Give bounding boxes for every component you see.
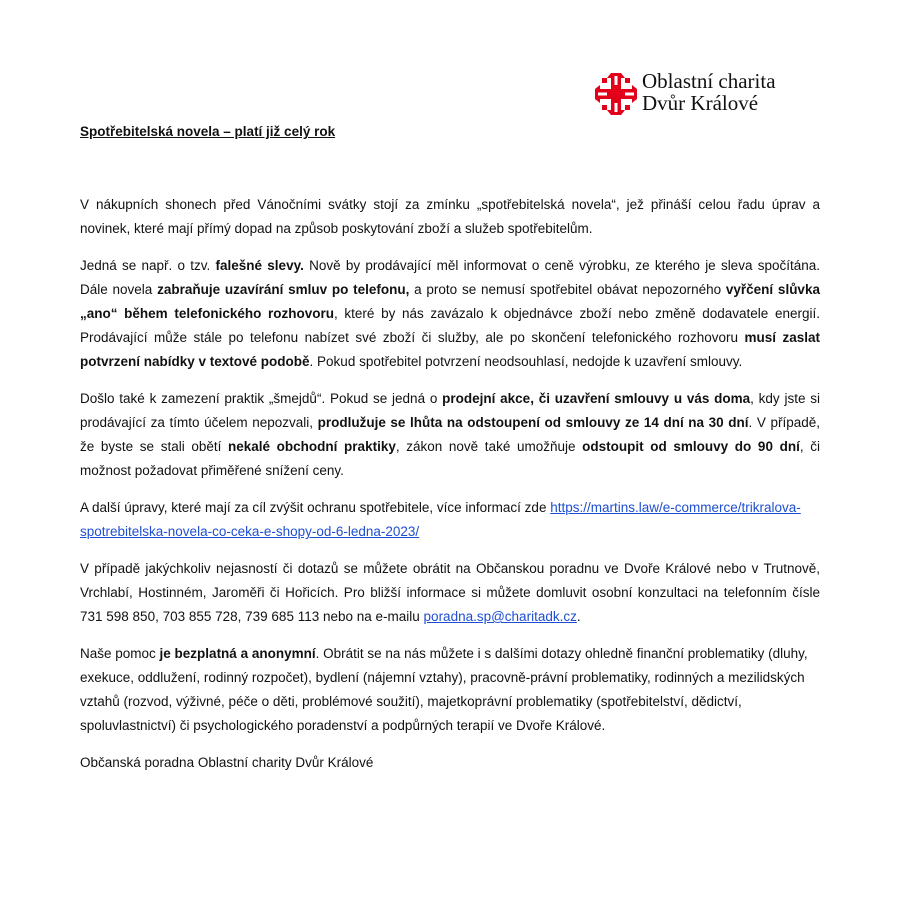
paragraph-fake-discounts [80, 254, 820, 374]
text-run: , či možnost požadovat přiměřené snížení ceny. [80, 439, 820, 478]
logo-text [642, 70, 776, 114]
text-run: . [576, 609, 581, 624]
bold-run: je bezplatná a anonymní [159, 646, 316, 661]
caritas-cross-icon [594, 72, 638, 116]
bold-run: prodejní akce, či uzavření smlouvy u vás doma [442, 391, 751, 406]
text-run: A další úpravy, které mají za cíl zvýšit ochranu spotřebitele, více informací zde [80, 500, 551, 515]
text-run: , zákon nově také umožňuje [395, 439, 583, 454]
article-body [80, 193, 820, 788]
text-run: Došlo také k zamezení praktik „šmejdů“. Pokud se jedná o [80, 391, 443, 406]
text-run: V případě jakýchkoliv nejasností či dotazů se můžete obrátit na Občanskou poradnu ve Dvoře Králové nebo v Trutnově, Vrchlabí, Hostinném, Jaroměři či Hořicích. Pro bližší informace si můžete domluvit osobní konzultaci na telefonním čísle 731 598 850, 703 855 728, 739 685 113 nebo na e-mailu [80, 561, 820, 624]
text-run: Nově by prodávající měl informovat o ceně výrobku, ze kterého je sleva spočítána. Dále novela [80, 258, 820, 297]
paragraph-intro: V nákupních shonech před Vánočními svátky stojí za zmínku „spotřebitelská novela“, jež přináší celou řadu úprav a novinek, které mají přímý dopad na způsob poskytování zboží a služeb spotřebitelům. [80, 197, 820, 236]
text-run: , které by nás zavázalo k objednávce zboží nebo změně dodavatele energií. Prodávající může stále po telefonu nabízet své zboží či služby, ale po skončení telefonického rozhovoru [80, 306, 820, 345]
paragraph-free-help [80, 642, 820, 738]
text-run: . Pokud spotřebitel potvrzení neodsouhlasí, nedojde k uzavření smlouvy. [309, 354, 743, 369]
paragraph-contact [80, 557, 820, 629]
paragraph-smejdi [80, 387, 820, 483]
bold-run: zabraňuje uzavírání smluv po telefonu, [157, 282, 410, 297]
text-run: , kdy jste si prodávající za tímto účelem nepozvali, [80, 391, 820, 430]
info-link[interactable]: https://martins.law/e-commerce/trikralova-spotrebitelska-novela-co-ceka-e-shopy-od-6-ledna-2023/ [80, 500, 801, 539]
text-run: Jedná se např. o tzv. [80, 258, 216, 273]
bold-run: odstoupit od smlouvy do 90 dní [582, 439, 800, 454]
text-run: . V případě, že byste se stali obětí [80, 415, 820, 454]
paragraph-more-info [80, 496, 820, 544]
logo-line-1: Oblastní charita [642, 69, 776, 93]
signature: Občanská poradna Oblastní charity Dvůr Králové [80, 755, 374, 770]
bold-run: nekalé obchodní praktiky [228, 439, 396, 454]
text-run: . Obrátit se na nás můžete i s dalšími dotazy ohledně finanční problematiky (dluhy, exekuce, oddlužení, rodinný rozpočet), bydlení (nájemní vztahy), pracovně-právní problematiky, rodinných a mezilidských vztahů (rozvod, výživné, péče o děti, problémové soužití), majetkoprávní problematiky (spotřebitelství, dědictví, spoluvlastnictví) či psychologického poradenství a podpůrných terapií ve Dvoře Králové. [80, 646, 808, 733]
bold-run: vyřčení slůvka „ano“ během telefonického rozhovoru [80, 282, 820, 321]
logo-line-2: Dvůr Králové [642, 91, 759, 115]
article-heading: Spotřebitelská novela – platí již celý rok [80, 124, 336, 139]
text-run: a proto se nemusí spotřebitel obávat nepozorného [409, 282, 726, 297]
email-link[interactable]: poradna.sp@charitadk.cz [423, 609, 577, 624]
bold-run: prodlužuje se lhůta na odstoupení od smlouvy ze 14 dní na 30 dní [317, 415, 749, 430]
bold-run: falešné slevy. [215, 258, 304, 273]
organization-logo [594, 70, 834, 120]
bold-run: musí zaslat potvrzení nabídky v textové podobě [80, 330, 821, 369]
text-run: Naše pomoc [80, 646, 160, 661]
